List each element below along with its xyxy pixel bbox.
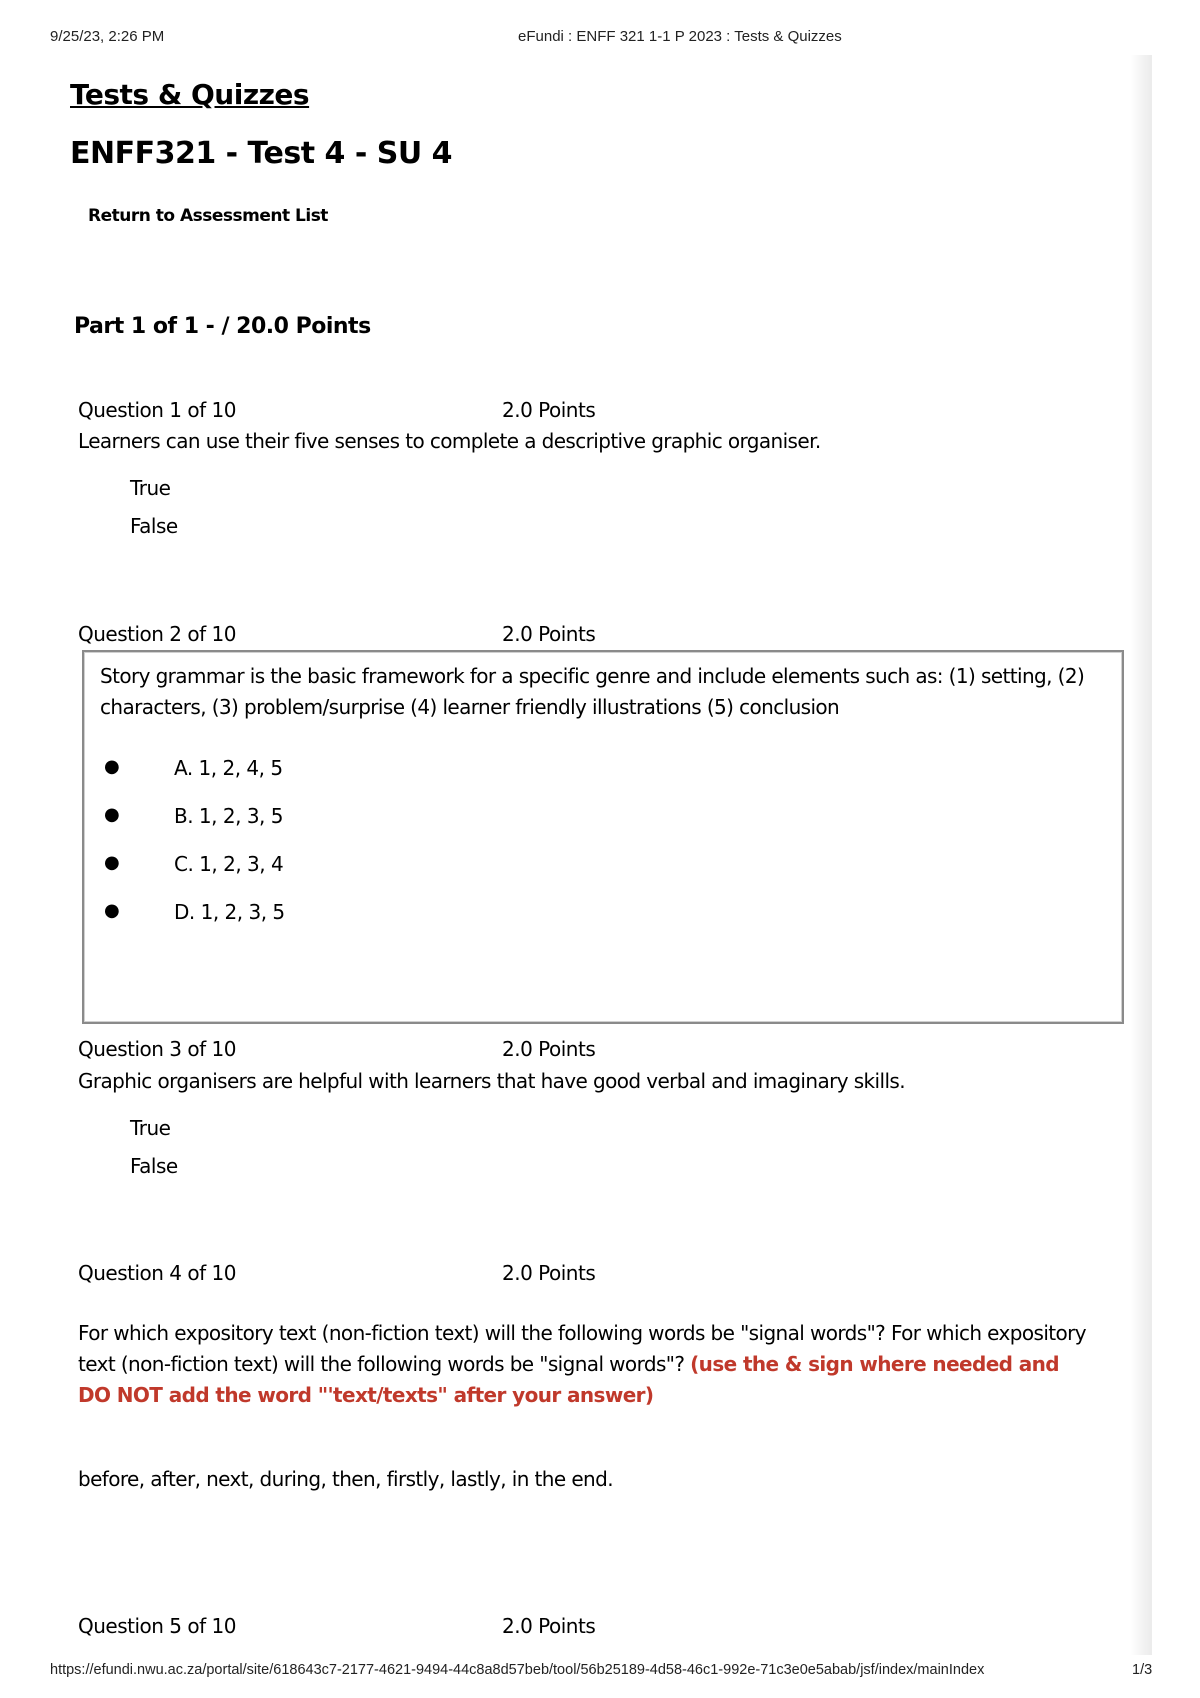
question-4-header xyxy=(78,1261,596,1285)
option-label: D. 1, 2, 3, 5 xyxy=(174,900,285,924)
bullet-icon: ● xyxy=(104,852,120,873)
answer-true[interactable]: True xyxy=(130,476,171,500)
question-points: 2.0 Points xyxy=(502,622,596,646)
tool-title: Tests & Quizzes xyxy=(70,78,310,111)
option-label: A. 1, 2, 4, 5 xyxy=(174,756,283,780)
question-4-signal-words: before, after, next, during, then, firstly, lastly, in the end. xyxy=(78,1467,613,1491)
page-title: ENFF321 - Test 4 - SU 4 xyxy=(70,136,453,171)
question-4-prompt: For which expository text (non-fiction text) will the following words be "signal words"? For which expository text (non-fiction text) will the following words be "signal words"? xyxy=(78,1321,1087,1376)
question-1-header xyxy=(78,398,596,422)
bullet-icon: ● xyxy=(104,900,120,921)
question-label: Question 1 of 10 xyxy=(78,398,236,422)
question-3-text: Graphic organisers are helpful with learners that have good verbal and imaginary skills. xyxy=(78,1069,905,1093)
bullet-icon: ● xyxy=(104,804,120,825)
print-datetime: 9/25/23, 2:26 PM xyxy=(50,28,165,45)
scrollbar-track xyxy=(1130,55,1152,1655)
question-1-text: Learners can use their five senses to complete a descriptive graphic organiser. xyxy=(78,429,821,453)
question-points: 2.0 Points xyxy=(502,1261,596,1285)
print-url: https://efundi.nwu.ac.za/portal/site/618643c7-2177-4621-9494-44c8a8d57beb/tool/56b25189-4d58-46c1-992e-71c3e0e5abab/jsf/index/mainIndex xyxy=(50,1662,985,1678)
question-2-text: Story grammar is the basic framework for a specific genre and include elements such as: (1) setting, (2) characters, (3) problem/surprise (4) learner friendly illustrations (5) conclusion xyxy=(100,664,1085,719)
bullet-icon: ● xyxy=(104,756,120,777)
option-label: C. 1, 2, 3, 4 xyxy=(174,852,284,876)
return-to-assessment-list-link[interactable]: Return to Assessment List xyxy=(88,206,328,226)
option-label: B. 1, 2, 3, 5 xyxy=(174,804,283,828)
answer-false[interactable]: False xyxy=(130,514,178,538)
question-label: Question 4 of 10 xyxy=(78,1261,236,1285)
question-4-instruction: (use the & sign where needed and DO NOT add the word "'text/texts" after your answer) xyxy=(78,1352,1060,1407)
answer-true[interactable]: True xyxy=(130,1116,171,1140)
print-page-number: 1/3 xyxy=(1132,1662,1153,1678)
question-label: Question 5 of 10 xyxy=(78,1614,236,1638)
question-2-header xyxy=(78,622,596,646)
question-points: 2.0 Points xyxy=(502,1614,596,1638)
question-points: 2.0 Points xyxy=(502,1037,596,1061)
part-heading: Part 1 of 1 - / 20.0 Points xyxy=(74,314,371,339)
question-4-text xyxy=(78,1318,1088,1411)
question-points: 2.0 Points xyxy=(502,398,596,422)
question-3-header xyxy=(78,1037,596,1061)
answer-false[interactable]: False xyxy=(130,1154,178,1178)
question-label: Question 2 of 10 xyxy=(78,622,236,646)
question-5-header xyxy=(78,1614,596,1638)
print-page-title: eFundi : ENFF 321 1-1 P 2023 : Tests & Quizzes xyxy=(518,28,842,45)
question-label: Question 3 of 10 xyxy=(78,1037,236,1061)
